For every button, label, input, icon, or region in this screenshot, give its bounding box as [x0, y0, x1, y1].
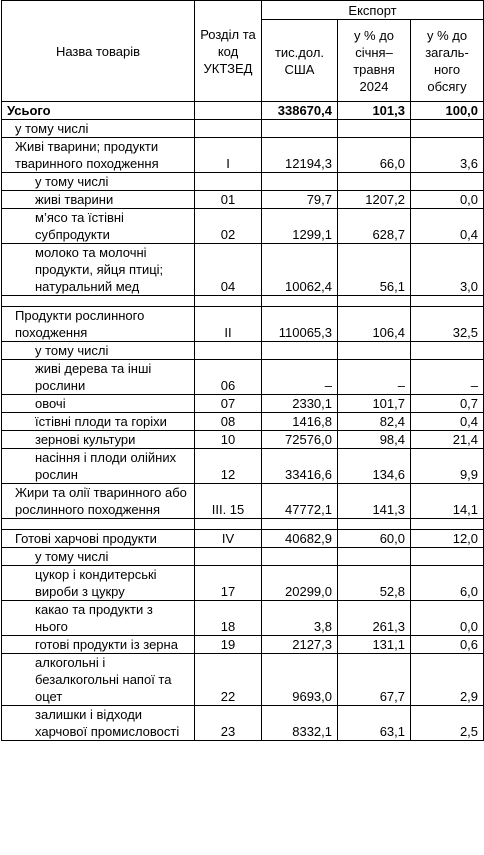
table-row: [2, 360, 484, 395]
row-pct-prev: 52,8: [338, 566, 411, 601]
row-name: Жири та олії тваринного або рослинного походження: [2, 484, 195, 519]
blank-cell: [2, 296, 195, 307]
row-name: залишки і відходи харчової промисловості: [2, 706, 195, 741]
row-pct-total: [411, 342, 484, 360]
row-pct-prev: 82,4: [338, 413, 411, 431]
row-value: 110065,3: [262, 307, 338, 342]
table-row: [2, 654, 484, 706]
export-table: [1, 0, 484, 741]
header-row-top: [2, 1, 484, 20]
row-name: м’ясо та їстівні субпродукти: [2, 209, 195, 244]
row-code: 17: [195, 566, 262, 601]
row-pct-total: 0,4: [411, 209, 484, 244]
table-row: [2, 601, 484, 636]
blank-cell: [195, 519, 262, 530]
row-code: 06: [195, 360, 262, 395]
row-code: 08: [195, 413, 262, 431]
row-code: IV: [195, 530, 262, 548]
table-row: [2, 307, 484, 342]
row-pct-prev: [338, 173, 411, 191]
row-code: II: [195, 307, 262, 342]
row-pct-prev: 261,3: [338, 601, 411, 636]
row-name: живі дерева та інші рослини: [2, 360, 195, 395]
row-pct-total: 0,6: [411, 636, 484, 654]
row-name: цукор і кондитерські вироби з цукру: [2, 566, 195, 601]
row-pct-prev: 66,0: [338, 138, 411, 173]
row-pct-total: 0,4: [411, 413, 484, 431]
row-value: 10062,4: [262, 244, 338, 296]
header-pct-prev: у % до січня–травня 2024: [338, 20, 411, 102]
row-pct-prev: 131,1: [338, 636, 411, 654]
row-pct-prev: 106,4: [338, 307, 411, 342]
row-pct-total: 6,0: [411, 566, 484, 601]
row-pct-prev: [338, 548, 411, 566]
row-name: у тому числі: [2, 173, 195, 191]
row-code: 23: [195, 706, 262, 741]
row-code: 04: [195, 244, 262, 296]
row-value: 1416,8: [262, 413, 338, 431]
header-name: Назва товарів: [2, 1, 195, 102]
blank-row: [2, 519, 484, 530]
header-pct-total: у % до загаль-ного обсягу: [411, 20, 484, 102]
row-pct-prev: 1207,2: [338, 191, 411, 209]
row-code: III. 15: [195, 484, 262, 519]
row-pct-total: 9,9: [411, 449, 484, 484]
row-code: 10: [195, 431, 262, 449]
row-pct-total: 2,9: [411, 654, 484, 706]
row-code: 01: [195, 191, 262, 209]
row-value: 1299,1: [262, 209, 338, 244]
row-pct-total: 12,0: [411, 530, 484, 548]
row-value: 40682,9: [262, 530, 338, 548]
table-row: [2, 102, 484, 120]
row-name: насіння і плоди олійних рослин: [2, 449, 195, 484]
header-export-group: Експорт: [262, 1, 484, 20]
row-pct-prev: 63,1: [338, 706, 411, 741]
row-value: 3,8: [262, 601, 338, 636]
table-row: [2, 484, 484, 519]
row-pct-total: 14,1: [411, 484, 484, 519]
table-body: [2, 102, 484, 741]
row-pct-prev: [338, 120, 411, 138]
row-value: [262, 342, 338, 360]
row-pct-total: 0,0: [411, 601, 484, 636]
table-row: [2, 566, 484, 601]
row-code: [195, 102, 262, 120]
row-code: I: [195, 138, 262, 173]
row-pct-prev: 141,3: [338, 484, 411, 519]
blank-cell: [2, 519, 195, 530]
row-name: у тому числі: [2, 548, 195, 566]
row-value: 8332,1: [262, 706, 338, 741]
blank-row: [2, 296, 484, 307]
blank-cell: [411, 296, 484, 307]
row-value: [262, 548, 338, 566]
row-pct-total: 0,7: [411, 395, 484, 413]
row-code: 02: [195, 209, 262, 244]
row-name: живі тварини: [2, 191, 195, 209]
row-value: [262, 173, 338, 191]
table-row: [2, 120, 484, 138]
row-pct-prev: [338, 342, 411, 360]
row-name: зернові культури: [2, 431, 195, 449]
row-pct-prev: 628,7: [338, 209, 411, 244]
table-row: [2, 342, 484, 360]
row-pct-prev: –: [338, 360, 411, 395]
table-row: [2, 138, 484, 173]
row-pct-total: 21,4: [411, 431, 484, 449]
row-value: 9693,0: [262, 654, 338, 706]
row-code: [195, 120, 262, 138]
row-value: [262, 120, 338, 138]
table-row: [2, 706, 484, 741]
row-pct-prev: 60,0: [338, 530, 411, 548]
table-row: [2, 191, 484, 209]
row-pct-total: [411, 548, 484, 566]
table-row: [2, 413, 484, 431]
row-pct-prev: 67,7: [338, 654, 411, 706]
row-code: 22: [195, 654, 262, 706]
row-name: готові продукти із зерна: [2, 636, 195, 654]
row-value: 72576,0: [262, 431, 338, 449]
row-name: Продукти рослинного походження: [2, 307, 195, 342]
row-name: овочі: [2, 395, 195, 413]
row-name: у тому числі: [2, 120, 195, 138]
row-pct-prev: 101,7: [338, 395, 411, 413]
row-value: 2330,1: [262, 395, 338, 413]
row-name: алкогольні і безалкогольні напої та оцет: [2, 654, 195, 706]
table-row: [2, 244, 484, 296]
row-pct-total: [411, 173, 484, 191]
row-code: 18: [195, 601, 262, 636]
row-code: 12: [195, 449, 262, 484]
row-name: молоко та молочні продукти, яйця птиці; натуральний мед: [2, 244, 195, 296]
blank-cell: [262, 519, 338, 530]
row-name: Усього: [2, 102, 195, 120]
row-name: какао та продукти з нього: [2, 601, 195, 636]
row-value: 338670,4: [262, 102, 338, 120]
table-row: [2, 431, 484, 449]
row-pct-total: 32,5: [411, 307, 484, 342]
row-pct-prev: 98,4: [338, 431, 411, 449]
row-code: 07: [195, 395, 262, 413]
blank-cell: [411, 519, 484, 530]
row-pct-prev: 134,6: [338, 449, 411, 484]
header-value: тис.дол. США: [262, 20, 338, 102]
row-pct-total: –: [411, 360, 484, 395]
row-pct-total: 100,0: [411, 102, 484, 120]
row-pct-prev: 56,1: [338, 244, 411, 296]
table-row: [2, 173, 484, 191]
row-value: 79,7: [262, 191, 338, 209]
row-pct-total: [411, 120, 484, 138]
blank-cell: [338, 296, 411, 307]
header-section-code: Розділ та код УКТЗЕД: [195, 1, 262, 102]
row-name: у тому числі: [2, 342, 195, 360]
table-row: [2, 636, 484, 654]
table-row: [2, 209, 484, 244]
blank-cell: [262, 296, 338, 307]
table-row: [2, 395, 484, 413]
row-name: їстівні плоди та горіхи: [2, 413, 195, 431]
blank-cell: [338, 519, 411, 530]
row-name: Живі тварини; продукти тваринного походження: [2, 138, 195, 173]
row-pct-total: 3,6: [411, 138, 484, 173]
row-pct-total: 0,0: [411, 191, 484, 209]
row-value: 47772,1: [262, 484, 338, 519]
row-value: 33416,6: [262, 449, 338, 484]
row-code: [195, 342, 262, 360]
row-pct-total: 3,0: [411, 244, 484, 296]
row-value: –: [262, 360, 338, 395]
row-pct-prev: 101,3: [338, 102, 411, 120]
row-code: [195, 173, 262, 191]
blank-cell: [195, 296, 262, 307]
table-row: [2, 449, 484, 484]
row-pct-total: 2,5: [411, 706, 484, 741]
table-row: [2, 530, 484, 548]
row-value: 20299,0: [262, 566, 338, 601]
table-row: [2, 548, 484, 566]
row-value: 12194,3: [262, 138, 338, 173]
row-value: 2127,3: [262, 636, 338, 654]
row-name: Готові харчові продукти: [2, 530, 195, 548]
row-code: 19: [195, 636, 262, 654]
row-code: [195, 548, 262, 566]
